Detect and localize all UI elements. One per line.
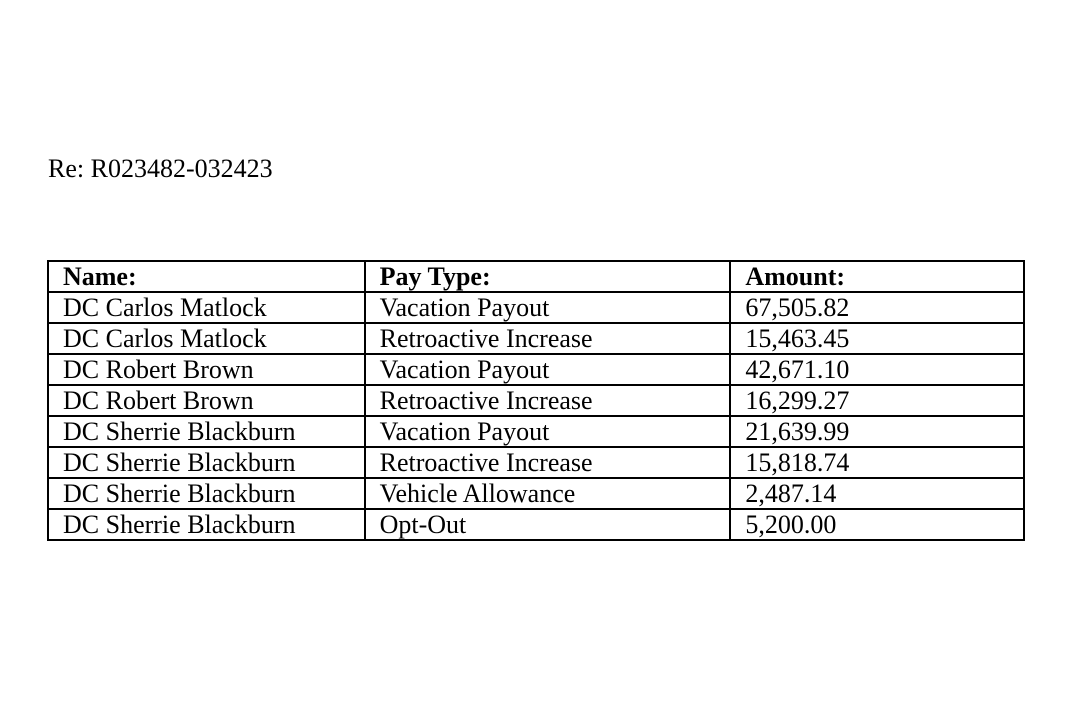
reference-line: Re: R023482-032423: [48, 154, 273, 183]
table-row: [48, 385, 1024, 416]
cell-name: DC Robert Brown: [48, 354, 365, 385]
cell-name: DC Sherrie Blackburn: [48, 416, 365, 447]
header-amount: Amount:: [730, 261, 1024, 292]
cell-amount: 16,299.27: [730, 385, 1024, 416]
table-row: [48, 354, 1024, 385]
cell-name: DC Carlos Matlock: [48, 323, 365, 354]
table-row: [48, 478, 1024, 509]
header-name: Name:: [48, 261, 365, 292]
pay-table: [47, 260, 1025, 541]
header-pay-type: Pay Type:: [365, 261, 731, 292]
cell-pay-type: Retroactive Increase: [365, 323, 731, 354]
table-header-row: [48, 261, 1024, 292]
cell-pay-type: Opt-Out: [365, 509, 731, 540]
cell-amount: 42,671.10: [730, 354, 1024, 385]
cell-pay-type: Retroactive Increase: [365, 385, 731, 416]
cell-amount: 15,463.45: [730, 323, 1024, 354]
table-row: [48, 292, 1024, 323]
cell-name: DC Sherrie Blackburn: [48, 447, 365, 478]
cell-amount: 15,818.74: [730, 447, 1024, 478]
cell-name: DC Carlos Matlock: [48, 292, 365, 323]
cell-pay-type: Vehicle Allowance: [365, 478, 731, 509]
cell-amount: 21,639.99: [730, 416, 1024, 447]
cell-amount: 67,505.82: [730, 292, 1024, 323]
cell-name: DC Robert Brown: [48, 385, 365, 416]
cell-amount: 2,487.14: [730, 478, 1024, 509]
table-row: [48, 447, 1024, 478]
cell-name: DC Sherrie Blackburn: [48, 478, 365, 509]
table-row: [48, 509, 1024, 540]
table-row: [48, 416, 1024, 447]
cell-pay-type: Vacation Payout: [365, 292, 731, 323]
cell-amount: 5,200.00: [730, 509, 1024, 540]
cell-name: DC Sherrie Blackburn: [48, 509, 365, 540]
cell-pay-type: Vacation Payout: [365, 416, 731, 447]
cell-pay-type: Vacation Payout: [365, 354, 731, 385]
table-row: [48, 323, 1024, 354]
cell-pay-type: Retroactive Increase: [365, 447, 731, 478]
